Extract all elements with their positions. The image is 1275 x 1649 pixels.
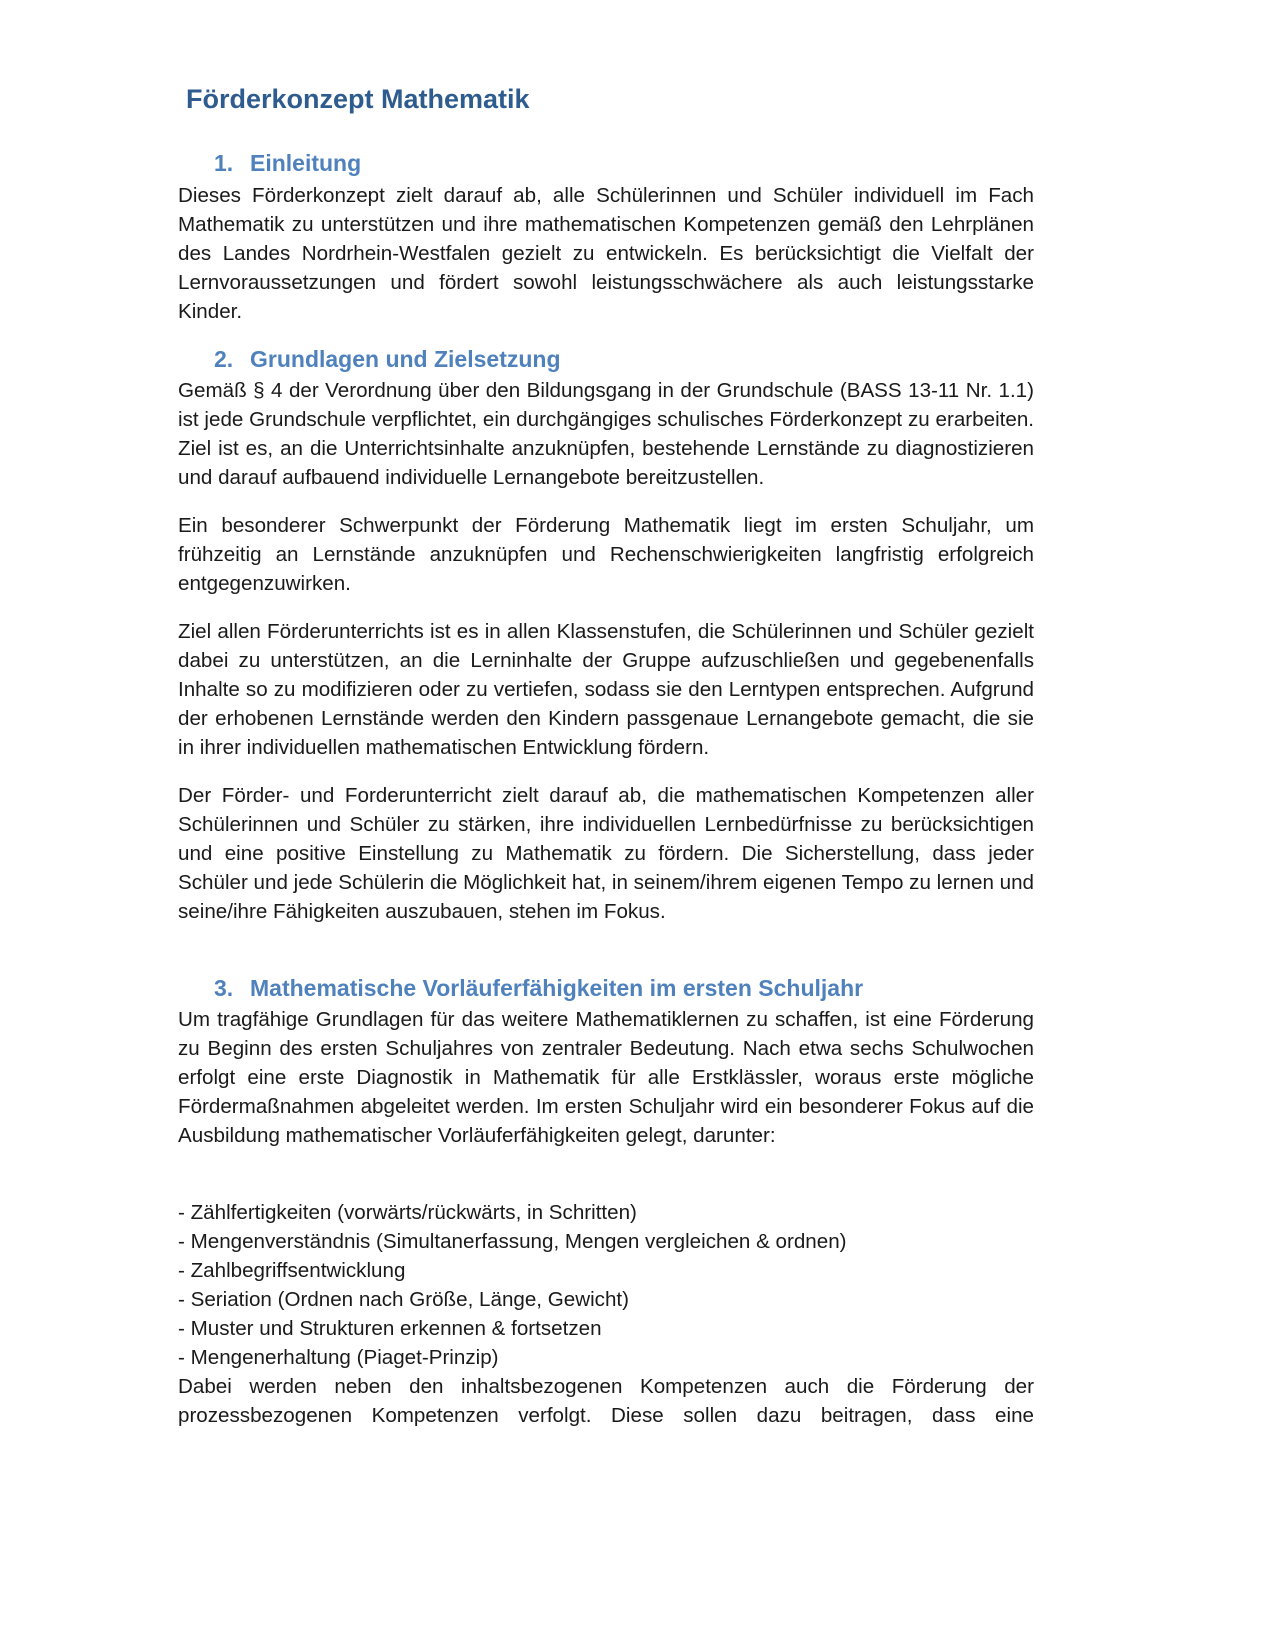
section-title: Grundlagen und Zielsetzung [250,346,561,372]
list-item: - Mengenerhaltung (Piaget-Prinzip) [178,1346,499,1369]
section-title: Mathematische Vorläuferfähigkeiten im ersten Schuljahr [250,975,864,1001]
paragraph: Dieses Förderkonzept zielt darauf ab, alle Schülerinnen und Schüler individuell im Fach Mathematik zu unterstützen und ihre mathematischen Kompetenzen gemäß den Lehrplänen des Landes Nordrhein-Westfalen gezielt zu entwickeln. Es berücksichtigt die Vielfalt der Lernvoraussetzungen und fördert sowohl leistungsschwächere als auch leistungsstarke Kinder. [178,184,1034,323]
paragraph: Dabei werden neben den inhaltsbezogenen Kompetenzen auch die Förderung der prozessbezogenen Kompetenzen verfolgt. Diese sollen dazu beitragen, dass eine [178,1375,1034,1427]
section-number: 2. [214,346,234,372]
document-title: Förderkonzept Mathematik [186,84,530,114]
paragraph: Ein besonderer Schwerpunkt der Förderung Mathematik liegt im ersten Schuljahr, um frühzeitig an Lernstände anzuknüpfen und Rechenschwierigkeiten langfristig erfolgreich entgegenzuwirken. [178,514,1034,595]
section-heading-einleitung [214,150,361,177]
list-item: - Zählfertigkeiten (vorwärts/rückwärts, in Schritten) [178,1201,637,1224]
section-title: Einleitung [250,150,362,176]
paragraph: Gemäß § 4 der Verordnung über den Bildungsgang in der Grundschule (BASS 13-11 Nr. 1.1) ist jede Grundschule verpflichtet, ein durchgängiges schulisches Förderkonzept zu erarbeiten. Ziel ist es, an die Unterrichtsinhalte anzuknüpfen, bestehende Lernstände zu diagnostizieren und darauf aufbauend individuelle Lernangebote bereitzustellen. [178,379,1034,489]
list-item: - Mengenverständnis (Simultanerfassung, Mengen vergleichen & ordnen) [178,1230,847,1253]
list-item: - Zahlbegriffsentwicklung [178,1259,406,1282]
paragraph: Um tragfähige Grundlagen für das weitere Mathematiklernen zu schaffen, ist eine Förderung zu Beginn des ersten Schuljahres von zentraler Bedeutung. Nach etwa sechs Schulwochen erfolgt eine erste Diagnostik in Mathematik für alle Erstklässler, woraus erste mögliche Fördermaßnahmen abgeleitet werden. Im ersten Schuljahr wird ein besonderer Fokus auf die Ausbildung mathematischer Vorläuferfähigkeiten gelegt, darunter: [178,1008,1034,1147]
section-heading-vorlaeuferfaehigkeiten [214,975,863,1002]
section-number: 3. [214,975,234,1001]
section-heading-grundlagen [214,346,561,373]
paragraph: Ziel allen Förderunterrichts ist es in allen Klassenstufen, die Schülerinnen und Schüler gezielt dabei zu unterstützen, an die Lerninhalte der Gruppe aufzuschließen und gegebenenfalls Inhalte so zu modifizieren oder zu vertiefen, sodass sie den Lerntypen entsprechen. Aufgrund der erhobenen Lernstände werden den Kindern passgenaue Lernangebote gemacht, die sie in ihrer individuellen mathematischen Entwicklung fördern. [178,620,1034,759]
section-number: 1. [214,150,234,176]
list-item: - Muster und Strukturen erkennen & fortsetzen [178,1317,602,1340]
list-item: - Seriation (Ordnen nach Größe, Länge, Gewicht) [178,1288,629,1311]
paragraph: Der Förder- und Forderunterricht zielt darauf ab, die mathematischen Kompetenzen aller Schülerinnen und Schüler zu stärken, ihre individuellen Lernbedürfnisse zu berücksichtigen und eine positive Einstellung zu Mathematik zu fördern. Die Sicherstellung, dass jeder Schüler und jede Schülerin die Möglichkeit hat, in seinem/ihrem eigenen Tempo zu lernen und seine/ihre Fähigkeiten auszubauen, stehen im Fokus. [178,784,1034,923]
